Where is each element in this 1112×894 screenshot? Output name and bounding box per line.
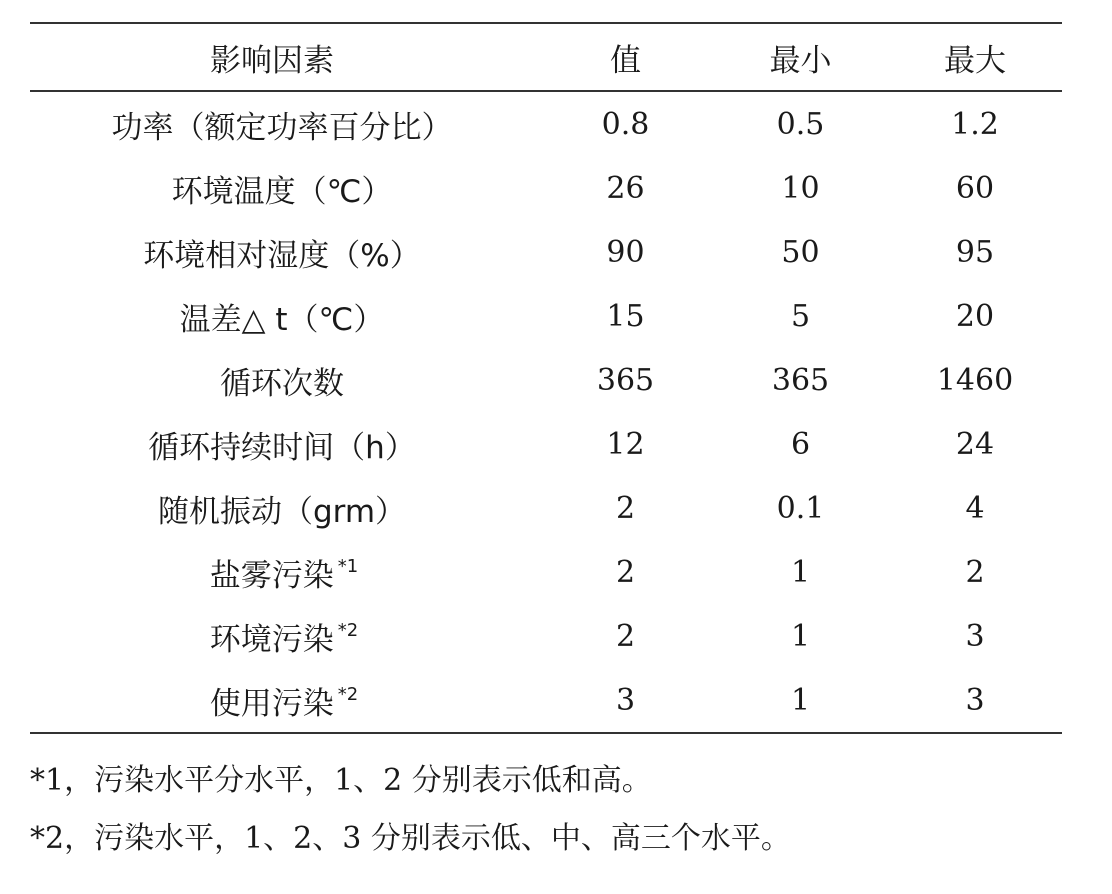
factor-label: 环境相对湿度（%） <box>143 237 421 274</box>
factor-cell <box>30 220 538 284</box>
table-header <box>30 23 1062 91</box>
footnotes <box>30 752 1090 868</box>
value-cell: 365 <box>596 362 655 398</box>
value-cell: 90 <box>606 234 645 270</box>
header-max: 最大 <box>944 42 1006 79</box>
factor-cell <box>30 604 538 668</box>
factor-cell <box>30 156 538 220</box>
max-cell: 20 <box>955 298 995 334</box>
min-cell: 0.1 <box>776 490 825 526</box>
factor-label: 使用污染 <box>209 685 334 722</box>
table-row <box>30 604 1062 668</box>
max-cell: 2 <box>965 554 985 590</box>
min-cell: 0.5 <box>776 106 825 142</box>
value-cell: 2 <box>615 618 636 654</box>
table-row <box>30 348 1062 412</box>
factor-cell <box>30 540 538 604</box>
factors-table <box>30 22 1062 734</box>
table-header-row <box>30 23 1062 91</box>
footnote-2: *2，污染水平，1、2、3 分别表示低、中、高三个水平。 <box>30 821 791 856</box>
footnote-mark: *2 <box>337 619 359 641</box>
min-cell: 1 <box>790 554 811 590</box>
max-cell: 3 <box>965 682 985 718</box>
factor-cell <box>30 412 538 476</box>
table-row <box>30 220 1062 284</box>
factor-label: 环境污染 <box>209 621 334 658</box>
value-cell: 3 <box>615 682 636 718</box>
factor-label: 循环次数 <box>220 365 344 402</box>
factor-cell <box>30 476 538 540</box>
min-cell: 10 <box>781 170 820 206</box>
min-cell: 50 <box>781 234 820 270</box>
factor-cell <box>30 668 538 733</box>
factor-label: 循环持续时间（h） <box>148 429 416 466</box>
table-row <box>30 668 1062 733</box>
min-cell: 1 <box>790 682 811 718</box>
factor-label: 盐雾污染 <box>209 557 334 594</box>
value-cell: 15 <box>606 298 645 334</box>
max-cell: 4 <box>965 490 985 526</box>
min-cell: 365 <box>771 362 830 398</box>
header-min: 最小 <box>769 42 832 79</box>
header-factor: 影响因素 <box>210 42 334 79</box>
min-cell: 6 <box>790 426 811 462</box>
max-cell: 1.2 <box>951 106 999 142</box>
table-row <box>30 412 1062 476</box>
factor-label: 温差△ t（℃） <box>179 301 385 338</box>
table-body <box>30 91 1062 733</box>
max-cell: 95 <box>955 234 995 270</box>
header-value: 值 <box>610 42 641 79</box>
footnote-mark: *2 <box>337 683 359 705</box>
table-row <box>30 540 1062 604</box>
factor-cell <box>30 91 538 156</box>
factor-label: 环境温度（℃） <box>171 173 393 210</box>
factor-label: 功率（额定功率百分比） <box>111 109 453 146</box>
max-cell: 3 <box>965 618 985 654</box>
table-row <box>30 91 1062 156</box>
factor-cell <box>30 348 538 412</box>
min-cell: 5 <box>790 298 811 334</box>
max-cell: 1460 <box>936 362 1014 398</box>
value-cell: 0.8 <box>601 106 650 142</box>
table-row <box>30 476 1062 540</box>
value-cell: 12 <box>606 426 645 462</box>
footnote-mark: *1 <box>337 555 359 577</box>
factor-cell <box>30 284 538 348</box>
table-row <box>30 156 1062 220</box>
min-cell: 1 <box>790 618 811 654</box>
footnote-1: *1，污染水平分水平，1、2 分别表示低和高。 <box>30 763 652 798</box>
table-row <box>30 284 1062 348</box>
max-cell: 24 <box>955 426 995 462</box>
value-cell: 2 <box>615 490 636 526</box>
value-cell: 26 <box>606 170 645 206</box>
max-cell: 60 <box>955 170 995 206</box>
factor-label: 随机振动（grm） <box>157 493 407 530</box>
value-cell: 2 <box>615 554 636 590</box>
